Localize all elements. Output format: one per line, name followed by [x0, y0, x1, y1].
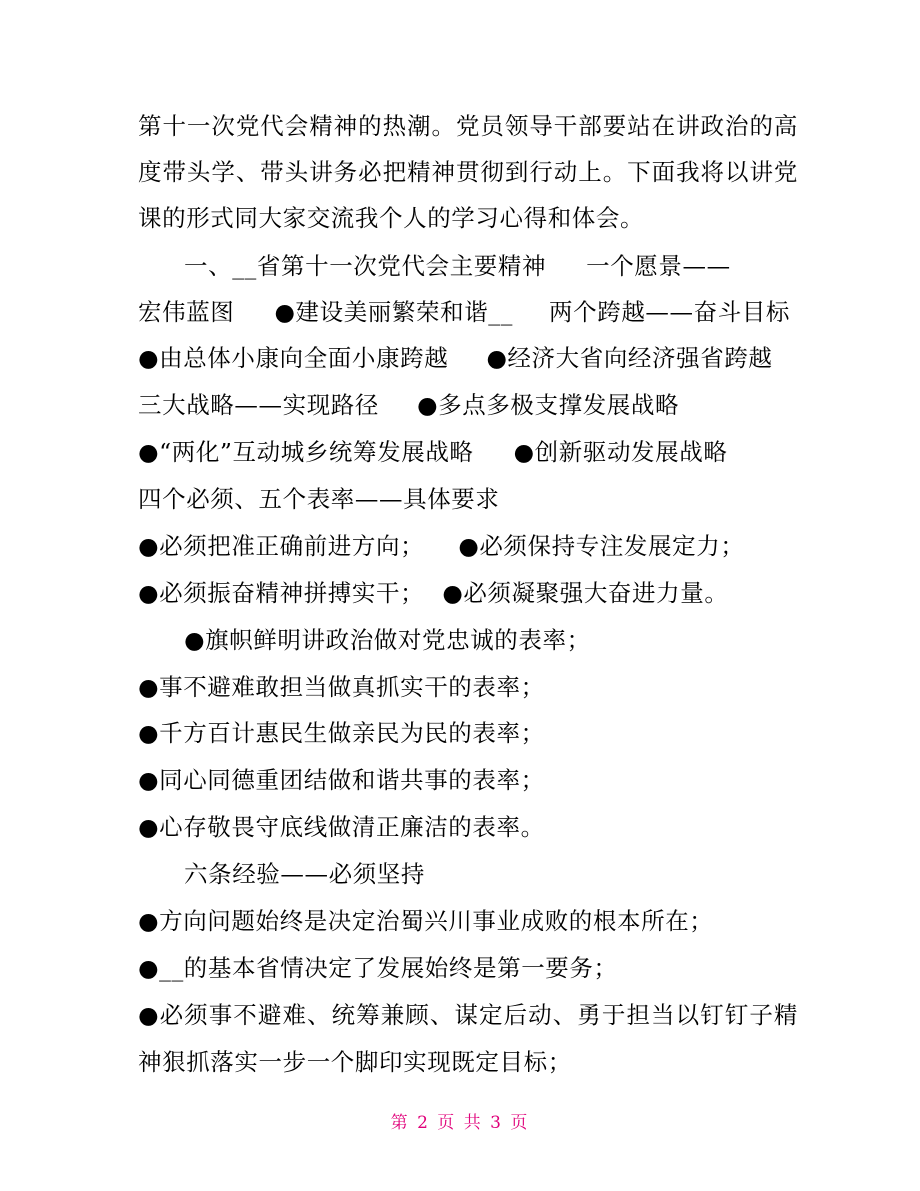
must-item-2: ●必须保持专注发展定力；: [458, 532, 745, 560]
strategy-label: 三大战略——实现路径: [138, 391, 379, 419]
model-item-2: ●事不避难敢担当做真抓实干的表率；: [138, 673, 545, 701]
page-number-footer: 第 2 页 共 3 页: [390, 1113, 530, 1133]
experience-item-2: ●__的基本省情决定了发展始终是第一要务；: [138, 954, 618, 982]
experience-item-3-line-2: 神狠抓落实一步一个脚印实现既定目标；: [138, 1048, 572, 1076]
strategy-item-3: ●创新驱动发展战略: [513, 438, 728, 466]
model-item-3: ●千方百计惠民生做亲民为民的表率；: [138, 719, 545, 747]
intro-line-3: 课的形式同大家交流我个人的学习心得和体会。: [138, 204, 645, 232]
strategy-line-1: [138, 390, 798, 420]
vision-item: ●建设美丽繁荣和谐__: [274, 298, 514, 326]
strategy-item-2: ●“两化”互动城乡统筹发展战略: [138, 438, 474, 466]
intro-line-2: 度带头学、带头讲务必把精神贯彻到行动上。下面我将以讲党: [138, 158, 798, 186]
vision-label: 一个愿景——: [586, 252, 731, 280]
musts-label: 四个必须、五个表率——具体要求: [138, 485, 500, 513]
strategy-line-2: [138, 437, 798, 467]
intro-line-1: 第十一次党代会精神的热潮。党员领导干部要站在讲政治的高: [138, 112, 798, 140]
leap-items-line: [138, 343, 798, 373]
must-item-4: ●必须凝聚强大奋进力量。: [442, 579, 729, 607]
must-item-1: ●必须把准正确前进方向；: [138, 532, 425, 560]
leap-label: 两个跨越——奋斗目标: [549, 298, 791, 326]
model-item-1: ●旗帜鲜明讲政治做对党忠诚的表率；: [184, 626, 591, 654]
experience-label: 六条经验——必须坚持: [184, 860, 425, 888]
experience-item-3-line-1: ●必须事不避难、统筹兼顾、谋定后动、勇于担当以钉钉子精: [138, 1001, 798, 1029]
section-one-heading: 一、__省第十一次党代会主要精神: [184, 252, 547, 280]
model-item-5: ●心存敬畏守底线做清正廉洁的表率。: [138, 813, 545, 841]
section-one-heading-line: [184, 251, 844, 281]
strategy-item-1: ●多点多极支撑发展战略: [417, 391, 680, 419]
leap-item-2: ●经济大省向经济强省跨越: [486, 344, 773, 372]
vision-line: [138, 297, 798, 327]
musts-line-1: [138, 531, 798, 561]
musts-line-2: [138, 578, 798, 608]
must-item-3: ●必须振奋精神拼搏实干；: [138, 579, 425, 607]
model-item-4: ●同心同德重团结做和谐共事的表率；: [138, 766, 545, 794]
vision-target: 宏伟蓝图: [138, 298, 235, 326]
experience-item-1: ●方向问题始终是决定治蜀兴川事业成败的根本所在；: [138, 907, 714, 935]
leap-item-1: ●由总体小康向全面小康跨越: [138, 344, 449, 372]
